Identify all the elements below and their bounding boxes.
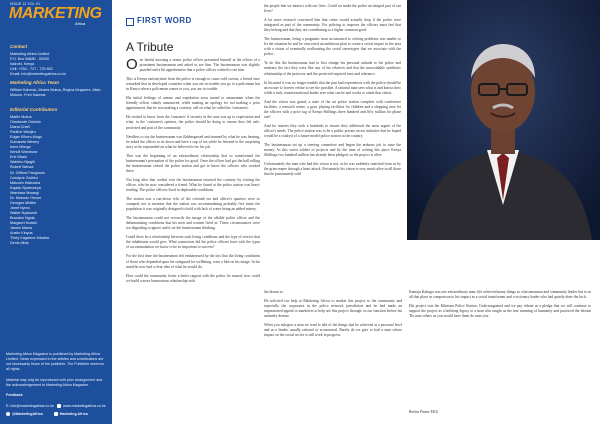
list-item: Irene Mbogo	[10, 145, 31, 150]
paragraph: His project was the Kilimani Police Station. Grab-sanguined and we pay tribute as a pledge that we will continue to support the project as a befitting legacy to a man who taught us the true meaning of humanity and practiced the dictum 'Do unto others as you would have them do unto you.'	[409, 304, 591, 319]
paragraph: To do this the businessman had to first change his personal attitude to the police and embrace the fact they were like any of his relatives and that the unavoidable symbiotic relationship of the protector and the protected required trust and tolerance.	[264, 61, 401, 76]
contact-heading: Contact	[10, 44, 28, 49]
portrait-photo	[407, 0, 600, 240]
paragraph: the people that we interact with our lives. Could we make the police an integral part of our lives?	[264, 4, 401, 14]
section-label: FIRST WORD	[137, 16, 192, 25]
contact-line: Cell: +254 - 717 - 729 652	[10, 67, 53, 72]
paragraph: The businessman set up a steering committee and began the arduous job to raise the money. As this sweet soldier of projects and by the time of writing this piece Kenya Shillings two hundred million has already been pledged, so the project is alive.	[264, 143, 401, 158]
list-item: Georges Mbithe	[10, 200, 37, 205]
list-item: Diana Chelli	[10, 125, 30, 130]
list-item: Austin Kinyua	[10, 231, 33, 236]
facebook-icon	[54, 412, 58, 416]
social-links	[6, 412, 98, 416]
list-item: Malcolm Wabosha	[10, 180, 41, 185]
feedback-heading: Feedback	[6, 393, 23, 397]
paragraph: He wished to know from the 'customer' if security in the area was up to expectation and what, in the 'customer's opinion, the police should be doing to ensure they felt safe, protected and part of the community.	[126, 115, 260, 130]
globe-icon	[57, 404, 61, 408]
team-heading: Marketing Africa Team	[10, 80, 59, 85]
paragraph: Not long after that cordial visit the businessman returned the courtesy by visiting the officer, who he now considered a friend. What he found at the police station was heart-rending. The police officers lived in deplorable conditions.	[126, 177, 260, 192]
list-item: Brandon Ngala	[10, 215, 35, 220]
paragraph: For the first time the businessman felt embarrassed by the fact that the living conditions of those who depended upon his safeguard for wellbeing, were a blot on his image. In his mind he now had a clear idea of what he would do.	[126, 254, 260, 269]
contact-line: Marketing Africa Limited	[10, 52, 50, 56]
list-item: Wairimu Njagih	[10, 160, 35, 165]
list-item: Sumantra Wesley	[10, 140, 40, 145]
article-column-4	[409, 290, 591, 323]
list-item: Thirty Kagwime-Mbatha	[10, 236, 49, 241]
paragraph: The businessman could not reconcile the image of the affable police officer and the dehumanising conditions that his men and women lived in. These circumstances were too degrading to ignore and it set the businessman thinking.	[126, 216, 260, 231]
paragraph: He solicited our help at Marketing Africa to market this project to the community and especially the corporates in the police network jurisdiction and he had made an impassioned appeal to marketers to help see this project through, in our function before his untimely demise.	[264, 299, 402, 319]
list-item: Eric Waah	[10, 155, 27, 160]
facebook-handle: Marketing Africa	[59, 412, 88, 416]
contact-block	[10, 52, 106, 77]
paragraph: the dream to.	[264, 290, 284, 294]
author-credit: Bertha Pinner EKU	[409, 410, 439, 414]
paragraph: His initial feelings of unease and trepidation soon turned to amazement when the friendly officer calmly announced, while making an apology for not making a prior appointment, that he was making a courtesy call on what he called his 'customers'.	[126, 96, 260, 111]
list-item: Janet Nyoro	[10, 205, 30, 210]
paragraph: In his mind it was no longer tenable that the past bad experiences with the police should be an excuse to forever refuse to see the possible. A rational man sees what is and knows how while a truly transformational leader sees what can be and works to attain that vision.	[264, 80, 401, 95]
list-item: Carolyne Gathiru	[10, 175, 38, 180]
list-item: Wambwa Mwangi	[10, 190, 39, 195]
list-item: Margaret Mutahi	[10, 220, 37, 225]
list-item: Martin Mutua	[10, 115, 32, 119]
list-item: Dr. Clifford Fangrowe	[10, 170, 45, 175]
paragraph: And for starters they took a hundreds to ensure they addressed the most urgent of the officer's needs. The police station was to be a public private sector initiative that he hoped would be a catalyst of a future model police station in the country.	[264, 123, 401, 138]
feedback-contacts	[6, 404, 108, 409]
paragraph: Kamaju Kabugo was one extraordinary man, life achieved many things as a businessman and community leader but to us all that place in comparison to his impact as a social transformer and a visionary leader who had quietly done the luck.	[409, 290, 591, 300]
editorial-heading: Editorial Contributors	[10, 107, 58, 112]
issue-number: ISSUE 12 VOL 01	[10, 2, 41, 6]
contributors-list	[10, 115, 106, 246]
portrait-illustration	[407, 0, 600, 240]
article-column-3	[264, 290, 402, 342]
paragraph: And the vision was grand; a state of the art police station complete with conference facilities, a research centre, a gym, playing facilities for children and a shopping area for the officers with a price tag of Kenya Shillings three hundred and fifty million for phase one!	[264, 99, 401, 119]
list-item: James Maina	[10, 226, 32, 231]
paragraph: The businessman, being a pragmatic man accustomed to solving problems was unable to let the situation be and he concocted an ambitious plan to create a social impact in the area with a vision of eventually reallocating the social stereotypes that we associate with the police.	[264, 37, 401, 57]
feedback-email[interactable]: E: info@marketingafrica.co.ke	[6, 404, 54, 408]
social-facebook[interactable]	[54, 412, 88, 416]
paragraph: Needless to say the businessman was flabbergasted and stunned by what he was hearing, he asked the officer to sit down and have a cup of tea while he listened to the surprising story as he expounded on what he believed to be his job.	[126, 134, 260, 149]
paragraph: The station was a run-down relic of the colonial era and officer's quarters were so cramped, not to mention that the station was accommodating probably five times the population it was originally designed to hold with lack of water being an added misery.	[126, 197, 260, 212]
publisher-disclaimer: Marketing Africa Magazine is published by Marketing Africa Limited. Views expressed in the articles and contributions are not necessarily those of the publisher. The Publisher reserves all rights.	[6, 352, 105, 371]
list-item: Pauline Wanjiru	[10, 130, 36, 135]
twitter-icon	[6, 412, 10, 416]
twitter-handle: @MarketingAfrica	[12, 412, 43, 416]
paragraph: When you eulogise a man we tend to talk of the things that he achieved at a personal level and as a leader, usually rational or economical. Rarely do we give or hail a man whose impact on the social sector is still work in progress.	[264, 323, 402, 338]
reproduction-notice: Material may only be reproduced with prior arrangement and the acknowledgement to Marketing Africa Magazine.	[6, 378, 103, 387]
contact-line: P.O. Box 56680 - 00200	[10, 57, 50, 62]
paragraph: This is Kenya and anytime from the police is enough to cause cold sweats; a friend once remarked that in developed countries when you are in trouble you go to a policeman but in Kenya when a policeman comes to you, you are in trouble.	[126, 77, 260, 92]
article-column-2	[264, 4, 401, 181]
sidebar	[0, 0, 112, 424]
article-area	[112, 0, 600, 424]
magazine-logo: MARKETING	[9, 5, 102, 22]
contact-line: Nairobi, Kenya	[10, 62, 35, 67]
paragraph: ne fateful morning a senior police officer presented himself at the offices of a prominent businessman and asked to see him. The businessman was slightly puzzled and a bit apprehensive that a police officer wished to see him.	[139, 58, 260, 73]
list-item: Kaplan Nyamweya	[10, 185, 41, 190]
list-item: Edgar Kihoro-Mugo	[10, 135, 42, 140]
paragraph: A lot more research convinced him that crime would actually drop if the police were integrated as part of the community. For policing to improve the officers must feel that they belong and that they are contributing to a higher common good.	[264, 18, 401, 33]
contact-email[interactable]: Email: Info@marketingafrica.co.ke	[10, 72, 67, 77]
team-list: William Kalondu, Moses Mutua, Regina Mugwere, Allan Mutuku, Fred Kaunda	[10, 88, 101, 98]
feedback-block	[6, 393, 108, 398]
list-item: Robert Wanza	[10, 165, 34, 170]
paragraph: Could there be a relationship between such living conditions and the type of service that the inhabitants would give. What connection did the police officers have with the types of accommodation we know to be so important to success?	[126, 235, 260, 250]
magazine-logo-sub: Africa	[75, 21, 86, 26]
article-title: A Tribute	[126, 40, 174, 54]
section-marker	[126, 18, 134, 26]
paragraph: How could the community foster a better rapport with the police, he mused; how could we build a more harmonious relationship with	[126, 273, 260, 283]
drop-cap: O	[126, 56, 138, 73]
list-item: Dr. Moturan Omoni	[10, 195, 42, 200]
list-item: Denis Mbai	[10, 241, 29, 246]
social-twitter[interactable]	[6, 412, 43, 416]
list-item: Kenoli Wambura	[10, 150, 38, 155]
paragraph: That was the beginning of an extraordinary relationship that so transformed the businessman's perception of the police for good. Once the officer had got the ball rolling the businessman visited the police station and got to know the officers who worked there.	[126, 153, 260, 173]
feedback-website[interactable]: www.marketingafrica.co.ke	[63, 404, 106, 408]
list-item: Walter Nyakundi	[10, 210, 37, 215]
article-column-1	[126, 58, 260, 288]
list-item: Omotunde Oshoke	[10, 120, 41, 125]
paragraph: Unfortunately the man who had this vision is not, as he was suddenly snatched from us by the grim reaper through a heart attack. Fortunately his vision is very much alive in all those that he passionately sold	[264, 162, 401, 177]
